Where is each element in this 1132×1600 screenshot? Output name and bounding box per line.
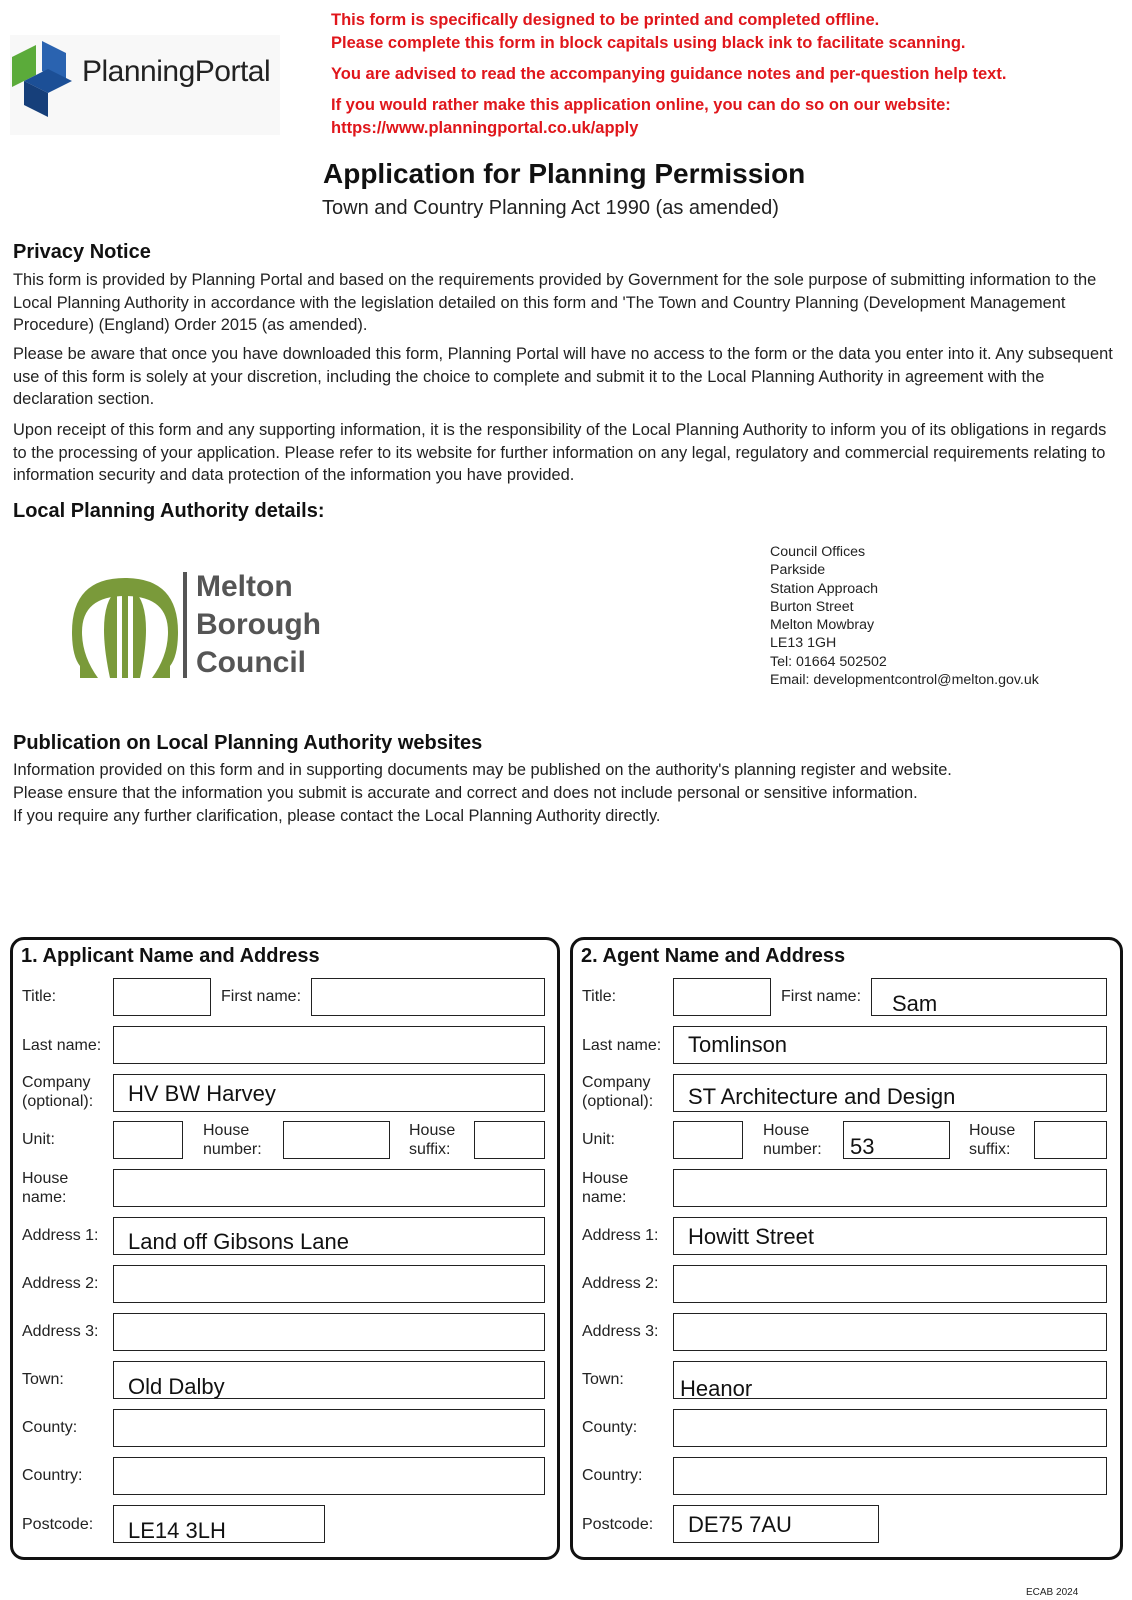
address-line[interactable]: Email: developmentcontrol@melton.gov.uk <box>770 672 1039 689</box>
county-label: County: <box>582 1419 638 1436</box>
privacy-paragraph-3: Upon receipt of this form and any supporting information, it is the responsibility of the Local Planning Authority to inform you of its obligations in regards to the processing of your application. Please refer to its website for further information on any legal, regulatory and commercial requirements relating to information security and data protection of the information you have provided. <box>13 421 1107 485</box>
address-3-label: Address 3: <box>22 1323 99 1340</box>
council-logo-line: Council <box>196 646 306 679</box>
address-2-label: Address 2: <box>22 1275 99 1292</box>
applicant-title-field[interactable] <box>113 978 211 1016</box>
address-line: Council Offices <box>770 544 866 560</box>
postcode-label: Postcode: <box>22 1516 94 1533</box>
lpa-address <box>770 543 1039 689</box>
agent-house-suffix-field[interactable] <box>1034 1121 1107 1159</box>
agent-section <box>570 937 1123 1560</box>
company-label: Company (optional): <box>22 1074 94 1110</box>
house-name-label: House name: <box>582 1170 629 1206</box>
applicant-postcode-field[interactable]: LE14 3LH <box>113 1505 325 1543</box>
applicant-address-2-field[interactable] <box>113 1265 545 1303</box>
address-line: Tel: 01664 502502 <box>770 653 887 670</box>
title-label: Title: <box>582 988 617 1005</box>
planning-portal-logo <box>10 35 280 135</box>
address-line: Burton Street <box>770 598 854 615</box>
address-line: LE13 1GH <box>770 635 837 652</box>
applicant-section <box>10 937 560 1560</box>
unit-label: Unit: <box>22 1131 55 1148</box>
agent-first-name-field[interactable]: Sam <box>871 978 1107 1016</box>
agent-postcode-field[interactable]: DE75 7AU <box>673 1505 879 1543</box>
agent-heading: 2. Agent Name and Address <box>581 945 846 967</box>
applicant-county-field[interactable] <box>113 1409 545 1447</box>
agent-address-2-field[interactable] <box>673 1265 1107 1303</box>
applicant-house-name-field[interactable] <box>113 1169 545 1207</box>
first-name-label: First name: <box>781 988 862 1005</box>
country-label: Country: <box>22 1467 83 1484</box>
agent-company-field[interactable]: ST Architecture and Design <box>673 1074 1107 1112</box>
melton-borough-council-logo <box>70 570 330 680</box>
house-name-label: House name: <box>22 1170 69 1206</box>
county-label: County: <box>22 1419 78 1436</box>
agent-title-field[interactable] <box>673 978 771 1016</box>
applicant-unit-field[interactable] <box>113 1121 183 1159</box>
publication-heading: Publication on Local Planning Authority websites <box>13 732 483 754</box>
notice-guidance: You are advised to read the accompanying guidance notes and per-question help text. <box>331 65 1007 83</box>
house-number-label: House number: <box>203 1122 262 1158</box>
address-3-label: Address 3: <box>582 1323 659 1340</box>
applicant-country-field[interactable] <box>113 1457 545 1495</box>
form-code: ECAB 2024 <box>1026 1587 1079 1598</box>
first-name-label: First name: <box>221 988 302 1005</box>
address-1-label: Address 1: <box>582 1227 659 1244</box>
privacy-paragraph-1: This form is provided by Planning Portal and based on the requirements provided by Government for the sole purpose of submitting information to the Local Planning Authority in accordance with the legislation detailed on this form and 'The Town and Country Planning (Development Management Procedure) (England) Order 2015 (as amended). <box>13 271 1097 335</box>
agent-address-3-field[interactable] <box>673 1313 1107 1351</box>
country-label: Country: <box>582 1467 643 1484</box>
agent-address-1-field[interactable]: Howitt Street <box>673 1217 1107 1255</box>
agent-unit-field[interactable] <box>673 1121 743 1159</box>
planning-portal-wordmark: PlanningPortal <box>82 55 271 88</box>
publication-line-1: Information provided on this form and in supporting documents may be published on the authority's planning register and website. <box>13 761 952 779</box>
applicant-town-field[interactable]: Old Dalby <box>113 1361 545 1399</box>
notice-block-capitals: Please complete this form in block capitals using black ink to facilitate scanning. <box>331 34 966 52</box>
notice-online: If you would rather make this application online, you can do so on our website: <box>331 96 951 114</box>
applicant-house-number-field[interactable] <box>283 1121 390 1159</box>
last-name-label: Last name: <box>22 1037 102 1054</box>
privacy-paragraph-2: Please be aware that once you have downloaded this form, Planning Portal will have no access to the form or the data you enter into it. Any subsequent use of this form is solely at your discretion, including the choice to complete and submit it to the Local Planning Authority in agreement with the declaration section. <box>13 345 1113 409</box>
address-1-label: Address 1: <box>22 1227 99 1244</box>
address-line: Station Approach <box>770 580 879 597</box>
address-line: Melton Mowbray <box>770 617 875 634</box>
lpa-heading: Local Planning Authority details: <box>13 500 325 522</box>
town-label: Town: <box>22 1371 64 1388</box>
agent-house-name-field[interactable] <box>673 1169 1107 1207</box>
address-2-label: Address 2: <box>582 1275 659 1292</box>
council-logo-line: Melton <box>196 570 293 603</box>
applicant-address-3-field[interactable] <box>113 1313 545 1351</box>
applicant-heading: 1. Applicant Name and Address <box>21 945 320 967</box>
applicant-address-1-field[interactable]: Land off Gibsons Lane <box>113 1217 545 1255</box>
notice-offline: This form is specifically designed to be printed and completed offline. <box>331 11 880 29</box>
title-label: Title: <box>22 988 57 1005</box>
agent-last-name-field[interactable]: Tomlinson <box>673 1026 1107 1064</box>
agent-house-number-field[interactable]: 53 <box>843 1121 950 1159</box>
council-logo-divider <box>183 572 187 678</box>
council-logo-text <box>196 568 321 682</box>
page-subtitle: Town and Country Planning Act 1990 (as amended) <box>322 197 779 219</box>
planning-portal-icon <box>10 39 80 119</box>
company-label: Company (optional): <box>582 1074 654 1110</box>
applicant-house-suffix-field[interactable] <box>474 1121 545 1159</box>
page-title: Application for Planning Permission <box>323 158 806 189</box>
postcode-label: Postcode: <box>582 1516 654 1533</box>
notice-url[interactable]: https://www.planningportal.co.uk/apply <box>331 119 639 137</box>
publication-line-3: If you require any further clarification, please contact the Local Planning Authority directly. <box>13 807 661 825</box>
house-number-label: House number: <box>763 1122 822 1158</box>
applicant-first-name-field[interactable] <box>311 978 545 1016</box>
house-suffix-label: House suffix: <box>969 1122 1016 1158</box>
council-arch-icon <box>70 570 180 680</box>
agent-town-field[interactable]: Heanor <box>673 1361 1107 1399</box>
agent-county-field[interactable] <box>673 1409 1107 1447</box>
last-name-label: Last name: <box>582 1037 662 1054</box>
applicant-company-field[interactable]: HV BW Harvey <box>113 1074 545 1112</box>
publication-line-2: Please ensure that the information you submit is accurate and correct and does not include personal or sensitive information. <box>13 784 918 802</box>
agent-country-field[interactable] <box>673 1457 1107 1495</box>
applicant-last-name-field[interactable] <box>113 1026 545 1064</box>
council-logo-line: Borough <box>196 608 321 641</box>
house-suffix-label: House suffix: <box>409 1122 456 1158</box>
privacy-heading: Privacy Notice <box>13 241 151 263</box>
address-line: Parkside <box>770 562 826 579</box>
town-label: Town: <box>582 1371 624 1388</box>
unit-label: Unit: <box>582 1131 615 1148</box>
